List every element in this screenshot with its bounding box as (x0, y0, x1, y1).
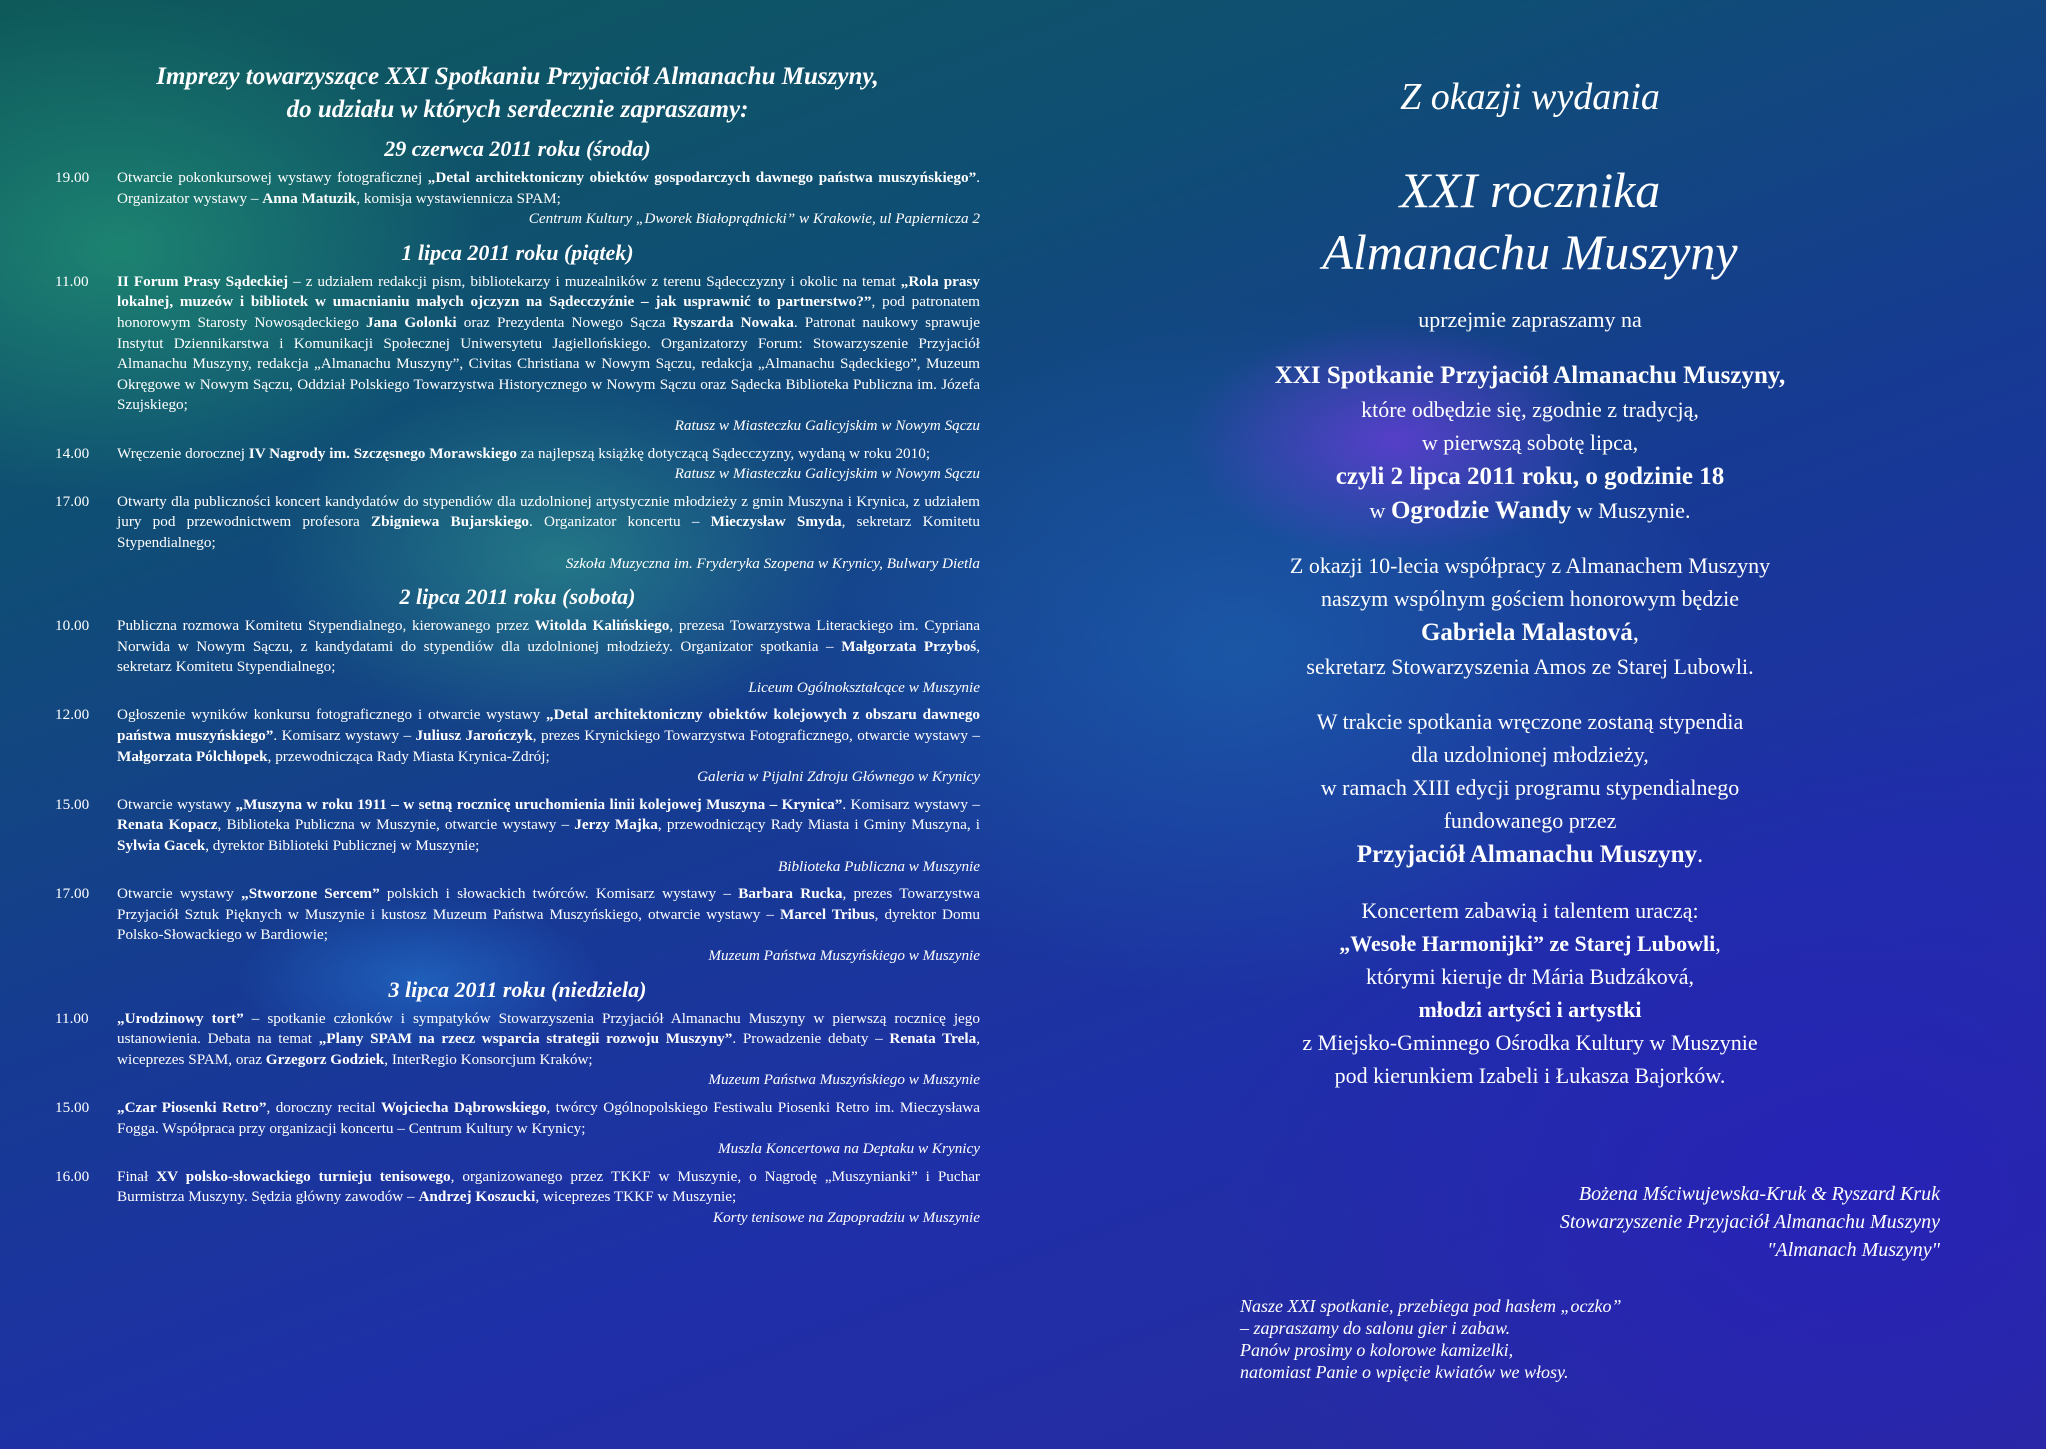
event-description (117, 1098, 980, 1139)
event-text-bold: „Stworzone Sercem” (241, 885, 380, 903)
events-heading-line-2: do udziału w których serdecznie zapraszamy: (286, 96, 749, 123)
event-item (55, 168, 980, 230)
event-text: Otwarcie wystawy (117, 795, 236, 813)
event-time: 19.00 (55, 169, 90, 186)
place-prefix: w (1369, 498, 1391, 523)
place-name: Ogrodzie Wandy (1390, 497, 1572, 524)
event-text-bold: II Forum Prasy Sądeckiej (117, 272, 289, 290)
invitation-title-line-2: Almanachu Muszyny (1322, 224, 1738, 280)
event-text: , Biblioteka Publiczna w Muszynie, otwarcie wystawy – (217, 816, 575, 834)
event-time: 15.00 (55, 795, 90, 813)
event-text: , przewodniczący Rady Miasta i Gminy Muszyna, i (657, 816, 980, 834)
events-heading (55, 60, 980, 126)
day-title: 1 lipca 2011 roku (piątek) (401, 239, 634, 265)
event-text: , prezes Krynickiego Towarzystwa Fotograficznego, otwarcie wystawy – (532, 727, 980, 745)
stipend-line-1: W trakcie spotkania wręczone zostaną stypendia (1316, 709, 1744, 734)
event-item (55, 1098, 980, 1160)
event-text-bold: Andrzej Koszucki (418, 1188, 536, 1206)
place-suffix: w Muszynie. (1571, 498, 1691, 523)
event-text-bold: „Urodzinowy tort” (117, 1009, 244, 1027)
event-time: 11.00 (55, 1009, 89, 1027)
event-text-bold: Sylwia Gacek (117, 837, 206, 855)
event-text: , twórcy Ogólnopolskiego Festiwalu Piosenki Retro im. Mieczysława Fogga. Współpraca przy organizacji koncertu – Centrum Kultury w Krynicy; (117, 1098, 981, 1137)
invitation-column (1060, 75, 2000, 1092)
spacer (1060, 872, 2000, 894)
stipend-line-4: fundowanego przez (1443, 808, 1617, 833)
signature (1380, 1180, 1940, 1264)
concert-line-1: Koncertem zabawią i talentem uraczą: (1361, 898, 1699, 923)
event-text-bold: Małgorzata Pólchłopek (117, 747, 268, 765)
concert-line-3: z Miejsko-Gminnego Ośrodka Kultury w Muszynie (1302, 1030, 1758, 1055)
event-text: – spotkanie członków i sympatyków Stowarzyszenia Przyjaciół Almanachu Muszyny w pierwszą rocznicę jego ustanowienia. Debata na temat (117, 1009, 980, 1048)
event-text-bold: „Muszyna w roku 1911 – w setną rocznicę uruchomienia linii kolejowej Muszyna – Krynica” (235, 795, 843, 813)
concert-band-line (1060, 927, 2000, 960)
event-location: Galeria w Pijalni Zdroju Głównego w Krynicy (697, 768, 980, 786)
day-title: 3 lipca 2011 roku (niedziela) (388, 976, 647, 1002)
event-location: Centrum Kultury „Dworek Białoprądnicki” w Krakowie, ul Papiernicza 2 (528, 210, 980, 228)
event-location: Muzeum Państwa Muszyńskiego w Muszynie (708, 1071, 980, 1089)
event-text-bold: Renata Trela (889, 1030, 977, 1048)
event-location: Korty tenisowe na Zapopradziu w Muszynie (712, 1208, 980, 1226)
event-place (1060, 494, 2000, 527)
event-location: Ratusz w Miasteczku Galicyjskim w Nowym Sączu (674, 465, 980, 483)
guest-role: sekretarz Stowarzyszenia Amos ze Starej Lubowli. (1306, 654, 1754, 679)
invitation-intro: Z okazji wydania (1400, 76, 1660, 118)
event-text-bold: Juliusz Jarończyk (415, 727, 533, 745)
events-schedule (55, 136, 980, 1229)
event-body (117, 492, 980, 574)
day-title: 2 lipca 2011 roku (sobota) (399, 584, 636, 610)
event-body (117, 616, 980, 698)
event-text: Publiczna rozmowa Komitetu Stypendialnego, kierowanego przez (117, 617, 535, 635)
event-text-bold: IV Nagrody im. Szczęsnego Morawskiego (248, 444, 517, 462)
event-description (117, 884, 980, 946)
event-text-bold: Marcel Tribus (780, 905, 875, 923)
event-text: , sekretarz Komitetu Stypendialnego; (117, 513, 980, 551)
event-item (55, 705, 980, 787)
stipend-dot: . (1697, 841, 1704, 868)
concert-young-line (1060, 993, 2000, 1026)
event-text-bold: Anna Matuzik (262, 189, 357, 207)
spacer (1060, 683, 2000, 705)
event-item (55, 1167, 980, 1229)
event-time: 16.00 (55, 1167, 90, 1185)
event-text-bold: Renata Kopacz (117, 816, 218, 834)
event-text-bold: Ryszarda Nowaka (672, 313, 794, 331)
event-text: Otwarcie wystawy (117, 885, 242, 903)
event-text-bold: „Plany SPAM na rzecz wsparcia strategii rozwoju Muszyny” (318, 1030, 733, 1048)
signature-line-2: Stowarzyszenie Przyjaciół Almanachu Muszyny (1559, 1211, 1940, 1233)
stipend-line-3: w ramach XIII edycji programu stypendialnego (1320, 775, 1740, 800)
event-body (117, 168, 980, 230)
concert-band-comma: , (1715, 931, 1721, 956)
event-body (117, 1167, 980, 1229)
invitation-title (1060, 159, 2000, 283)
event-location: Biblioteka Publiczna w Muszynie (777, 857, 980, 875)
event-text: , komisja wystawiennicza SPAM; (356, 189, 561, 207)
event-text: Ogłoszenie wyników konkursu fotograficznego i otwarcie wystawy (117, 706, 547, 724)
event-text-bold: „Rola prasy lokalnej, muzeów i bibliotek w umacnianiu małych ojczyzn na Sądecczyźnie – jak usprawnić to partnerstwo?” (117, 272, 980, 311)
event-location: Szkoła Muzyczna im. Fryderyka Szopena w Krynicy, Bulwary Dietla (565, 554, 980, 572)
event-item (55, 492, 980, 574)
concert-line-2: którymi kieruje dr Mária Budzáková, (1365, 964, 1695, 989)
event-text: . Organizator koncertu – (529, 513, 711, 531)
event-description (117, 492, 980, 554)
event-text: . Komisarz wystawy – (842, 795, 980, 813)
event-text: , wiceprezes SPAM, oraz (117, 1030, 980, 1068)
motto-line-1: Nasze XXI spotkanie, przebiega pod hasłem „oczko” (1240, 1296, 1622, 1316)
event-description (117, 272, 980, 416)
event-time: 17.00 (55, 885, 90, 903)
signature-line-3: "Almanach Muszyny" (1767, 1239, 1940, 1261)
event-time: 12.00 (55, 706, 90, 724)
event-location: Liceum Ogólnokształcące w Muszynie (748, 678, 980, 696)
event-item (55, 616, 980, 698)
events-column (55, 60, 980, 1236)
invitation-title-line-1: XXI rocznika (1399, 162, 1661, 218)
event-text: , prezesa Towarzystwa Literackiego im. Cypriana Norwida w Nowym Sączu, z kandydatami do stypendiów dla uzdolnionej młodzieży. Organizator spotkania – (117, 617, 980, 655)
stipend-sponsor-line (1060, 837, 2000, 872)
stipend-line-2: dla uzdolnionej młodzieży, (1411, 742, 1649, 767)
event-text: oraz Prezydenta Nowego Sącza (456, 313, 673, 331)
stipend-sponsor: Przyjaciół Almanachu Muszyny (1356, 841, 1697, 868)
event-body (117, 444, 980, 485)
concert-band: „Wesołe Harmonijki” ze Starej Lubowli (1339, 931, 1716, 956)
event-description (117, 616, 980, 678)
event-name: XXI Spotkanie Przyjaciół Almanachu Muszyny, (1274, 362, 1786, 389)
event-text: , InterRegio Konsorcjum Kraków; (384, 1050, 593, 1068)
event-text: , dyrektor Domu Polsko-Słowackiego w Bardiowie; (117, 905, 980, 944)
event-item (55, 444, 980, 485)
event-description (117, 1009, 980, 1071)
event-description (117, 705, 980, 767)
event-text-bold: Małgorzata Przyboś (841, 637, 977, 655)
event-item (55, 884, 980, 966)
event-text-bold: „Czar Piosenki Retro” (117, 1098, 267, 1116)
event-text-bold: Jerzy Majka (574, 816, 658, 834)
event-item (55, 1009, 980, 1091)
events-heading-line-1: Imprezy towarzyszące XXI Spotkaniu Przyjaciół Almanachu Muszyny, (156, 63, 879, 90)
event-description (117, 444, 980, 465)
event-text-bold: Mieczysław Smyda (710, 513, 842, 531)
guest-comma: , (1632, 619, 1640, 646)
event-text-bold: Wojciecha Dąbrowskiego (380, 1098, 547, 1116)
event-time: 15.00 (55, 1098, 90, 1116)
event-text-bold: Zbigniewa Bujarskiego (370, 513, 530, 531)
event-location: Muszla Koncertowa na Deptaku w Krynicy (718, 1140, 980, 1158)
event-body (117, 272, 980, 437)
event-text: . Prowadzenie debaty – (732, 1030, 890, 1048)
event-body (117, 1098, 980, 1160)
event-body (117, 884, 980, 966)
event-text: . Organizator wystawy – (117, 169, 980, 207)
guest-line-2: naszym wspólnym gościem honorowym będzie (1321, 586, 1739, 611)
event-time: 10.00 (55, 617, 90, 635)
invite-text: uprzejmie zapraszamy na (1418, 307, 1642, 332)
event-text: Wręczenie dorocznej (117, 444, 249, 462)
event-text: za najlepszą książkę dotyczącą Sądecczyzny, wydaną w roku 2010; (516, 444, 931, 462)
event-text-bold: XV polsko-słowackiego turnieju tenisowego (156, 1167, 451, 1185)
concert-young: młodzi artyści i artystki (1418, 997, 1642, 1022)
event-item (55, 795, 980, 877)
event-description (117, 168, 980, 209)
event-text: – z udziałem redakcji pism, bibliotekarzy i muzealników z terenu Sądecczyzny i okolic na temat (288, 272, 901, 290)
event-text-bold: „Detal architektoniczny obiektów gospodarczych dawnego państwa muszyńskiego” (427, 169, 977, 186)
day-title: 29 czerwca 2011 roku (środa) (384, 136, 651, 161)
event-text-bold: Barbara Rucka (738, 885, 843, 903)
event-text: , sekretarz Komitetu Stypendialnego; (117, 637, 980, 676)
event-text: polskich i słowackich twórców. Komisarz wystawy – (379, 885, 739, 903)
guest-name: Gabriela Malastová (1420, 619, 1633, 646)
event-text: Finał (117, 1167, 157, 1185)
tradition-line-1: które odbędzie się, zgodnie z tradycją, (1361, 397, 1699, 422)
event-text: , przewodnicząca Rady Miasta Krynica-Zdrój; (267, 747, 550, 765)
spacer (1060, 527, 2000, 549)
event-time: 14.00 (55, 444, 90, 462)
event-text-bold: Grzegorz Godziek (265, 1050, 385, 1068)
motto-line-2: – zapraszamy do salonu gier i zabaw. (1240, 1318, 1511, 1338)
event-description (117, 795, 980, 857)
spacer (1060, 336, 2000, 358)
event-text: , prezes Towarzystwa Przyjaciół Sztuk Pięknych w Muszynie i kustosz Muzeum Państwa Muszyńskiego, otwarcie wystawy – (117, 885, 981, 923)
event-date: czyli 2 lipca 2011 roku, o godzinie 18 (1335, 463, 1725, 490)
event-text: Otwarcie pokonkursowej wystawy fotograficznej (117, 169, 428, 186)
concert-line-4: pod kierunkiem Izabeli i Łukasza Bajorków. (1334, 1063, 1726, 1088)
event-time: 17.00 (55, 492, 90, 510)
guest-name-line (1060, 615, 2000, 650)
event-text: , doroczny recital (266, 1098, 381, 1116)
event-text: . Patronat naukowy sprawuje Instytut Dziennikarstwa i Komunikacji Społecznej Uniwersytetu Jagiellońskiego. Organizatorzy Forum: Stowarzyszenie Przyjaciół Almanachu Muszyny, redakcja „Almanachu Muszyny”, Civitas Christiana w Nowym Sączu, redakcja „Almanachu Sądeckiego”, Muzeum Okręgowe w Nowym Sączu, Oddział Polskiego Towarzystwa Historycznego w Nowym Sączu oraz Sądecka Biblioteka Publiczna im. Józefa Szujskiego; (117, 313, 980, 414)
event-time: 11.00 (55, 272, 89, 290)
event-text: , dyrektor Biblioteki Publicznej w Muszynie; (205, 837, 480, 855)
event-text: . Komisarz wystawy – (273, 727, 416, 745)
event-description (117, 1167, 980, 1208)
tradition-line-2: w pierwszą sobotę lipca, (1421, 430, 1639, 455)
event-text: Otwarty dla publiczności koncert kandydatów do stypendiów dla uzdolnionej artystycznie młodzieży z gmin Muszyna i Krynica, z udziałem jury pod przewodnictwem profesora (117, 492, 980, 531)
event-location: Ratusz w Miasteczku Galicyjskim w Nowym Sączu (674, 416, 980, 434)
event-text: , pod patronatem honorowym Starosty Nowosądeckiego (117, 293, 980, 331)
motto (1240, 1295, 1740, 1383)
motto-line-4: natomiast Panie o wpięcie kwiatów we włosy. (1240, 1362, 1569, 1382)
event-body (117, 1009, 980, 1091)
event-text-bold: Jana Golonki (366, 313, 457, 331)
signature-line-1: Bożena Mściwujewska-Kruk & Ryszard Kruk (1578, 1183, 1940, 1205)
event-text-bold: „Detal architektoniczny obiektów kolejowych z obszaru dawnego państwa muszyńskiego” (117, 706, 981, 745)
event-text: , organizowanego przez TKKF w Muszynie, o Nagrodę „Muszynianki” i Puchar Burmistrza Muszyny. Sędzia główny zawodów – (117, 1167, 980, 1206)
event-location: Muzeum Państwa Muszyńskiego w Muszynie (708, 947, 980, 964)
event-body (117, 795, 980, 877)
motto-line-3: Panów prosimy o kolorowe kamizelki, (1240, 1340, 1514, 1360)
event-item (55, 272, 980, 437)
guest-line-1: Z okazji 10-lecia współpracy z Almanachem Muszyny (1289, 553, 1771, 578)
event-body (117, 705, 980, 787)
event-text: , wiceprezes TKKF w Muszynie; (535, 1188, 737, 1206)
event-text-bold: Witolda Kalińskiego (534, 617, 670, 635)
